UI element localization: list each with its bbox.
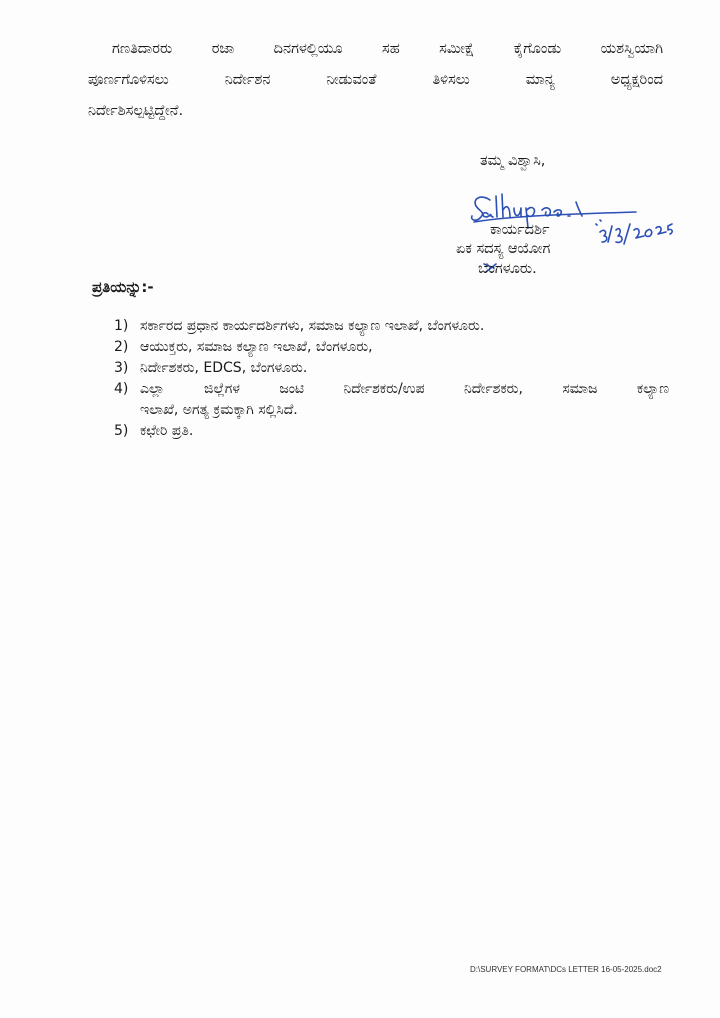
list-item-number: 2) [114,339,129,355]
list-item-text: ಆಯುಕ್ತರು, ಸಮಾಜ ಕಲ್ಯಾಣ ಇಲಾಖೆ, ಬೆಂಗಳೂರು, [140,339,373,355]
list-item-number: 1) [114,318,129,334]
list-item-text-line: ಎಲ್ಲಾ ಜಿಲ್ಲೆಗಳ ಜಂಟಿ ನಿರ್ದೇಶಕರು/ಉಪ ನಿರ್ದೇಶಕರು, ಸಮಾಜ ಕಲ್ಯಾಣ [140,381,669,397]
list-item [114,421,669,442]
list-item-text: ಸರ್ಕಾರದ ಪ್ರಧಾನ ಕಾರ್ಯದರ್ಶಿಗಳು, ಸಮಾಜ ಕಲ್ಯಾಣ ಇಲಾಖೆ, ಬೆಂಗಳೂರು. [140,318,485,334]
paragraph-line: ನಿರ್ದೇಶಿಸಲ್ಪಟ್ಟಿದ್ದೇನೆ. [88,103,184,119]
body-paragraph [88,34,663,127]
list-item [114,358,669,379]
paragraph-line: ಪೂರ್ಣಗೊಳಿಸಲು ನಿರ್ದೇಶನ ನೀಡುವಂತೆ ತಿಳಿಸಲು ಮಾನ್ಯ ಅಧ್ಯಕ್ಷರಿಂದ [88,72,663,88]
list-item-text-line: ಇಲಾಖೆ, ಅಗತ್ಯ ಕ್ರಮಕ್ಕಾಗಿ ಸಲ್ಲಿಸಿದೆ. [140,402,298,418]
signatory-designation: ಕಾರ್ಯದರ್ಶಿ [490,222,550,238]
paragraph-line: ಗಣತಿದಾರರು ರಜಾ ದಿನಗಳಲ್ಲಿಯೂ ಸಹ ಸಮೀಕ್ಷೆ ಕೈಗೊಂಡು ಯಶಸ್ವಿಯಾಗಿ [112,41,663,57]
list-item [114,337,669,358]
list-item [114,316,669,337]
list-item-number: 3) [114,360,129,376]
signatory-place: ಬೆಂಗಳೂರು. [478,261,537,277]
list-item-text: ಕಛೇರಿ ಪ್ರತಿ. [140,423,194,439]
closing-salutation: ತಮ್ಮ ವಿಶ್ವಾಸಿ, [480,153,546,169]
copy-to-list [114,316,669,442]
signatory-organization: ಏಕ ಸದಸ್ಯ ಆಯೋಗ [456,241,551,257]
file-path-footer: D:\SURVEY FORMAT\DCs LETTER 16-05-2025.doc2 [470,965,662,974]
list-item-number: 5) [114,423,129,439]
list-item-number: 4) [114,381,129,397]
list-item [114,379,669,421]
list-item-text: ನಿರ್ದೇಶಕರು, EDCS, ಬೆಂಗಳೂರು. [140,360,308,376]
list-item-text [140,379,669,421]
copy-to-heading: ಪ್ರತಿಯನ್ನು:- [92,278,154,296]
